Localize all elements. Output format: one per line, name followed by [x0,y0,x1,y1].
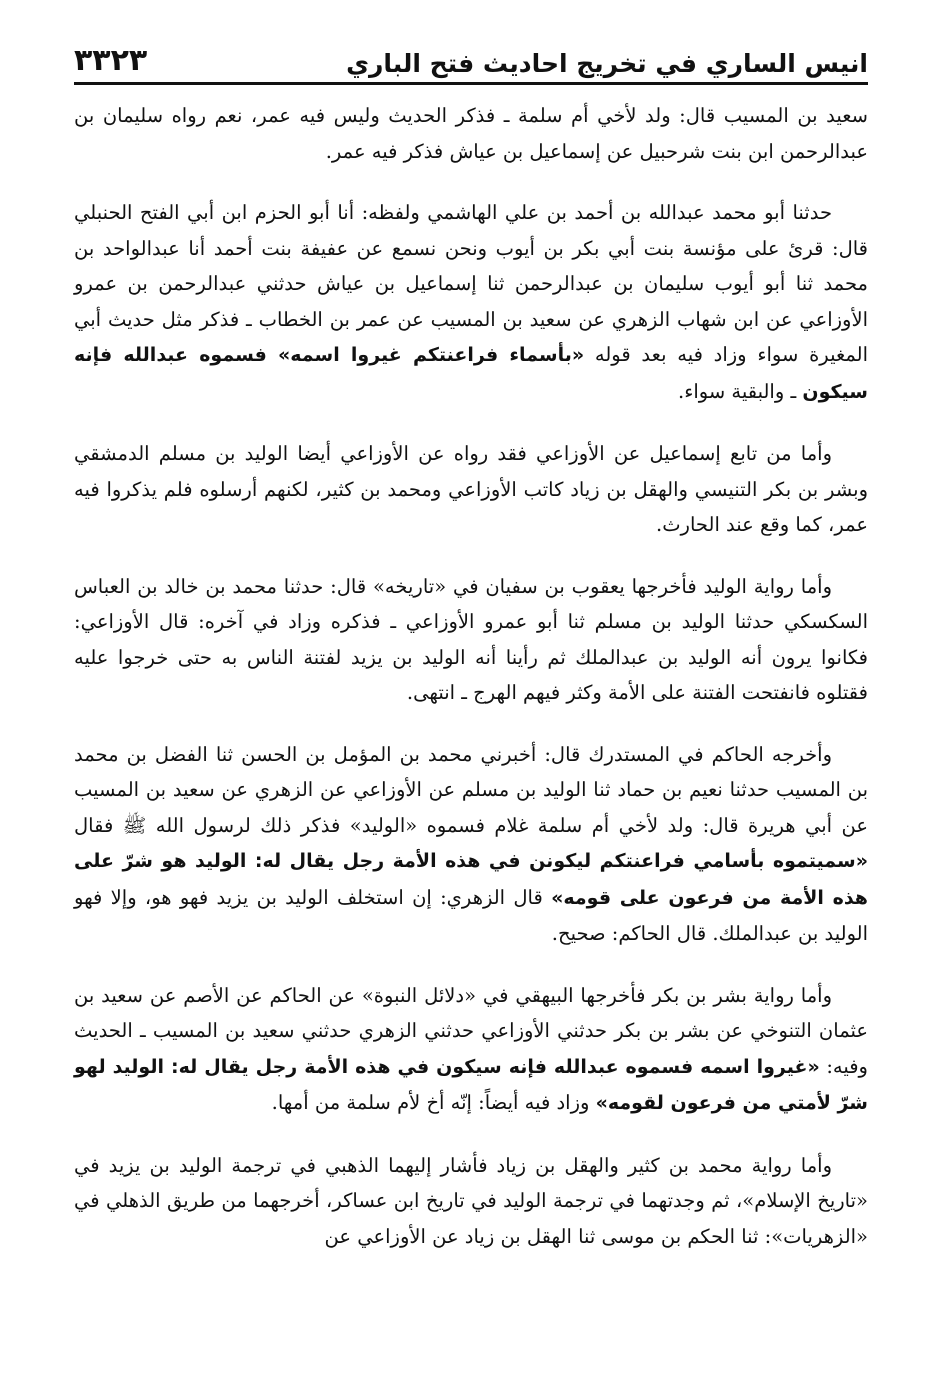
text-run: وزاد فيه أيضاً: إنّه أخ لأم سلمة من أمها. [271,1091,596,1114]
paragraph [74,569,868,711]
paragraph [74,978,868,1122]
page-body [74,98,868,1280]
page-header [74,38,868,85]
running-title: انيس الساري في تخريج احاديث فتح الباري [346,49,868,78]
text-run: وأما رواية بشر بن بكر فأخرجها البيهقي في «دلائل النبوة» عن الحاكم عن الأصم عن سعيد بن عثمان التنوخي عن بشر بن بكر حدثني الأوزاعي حدثني الزهري حدثني سعيد بن المسيب ـ الحديث وفيه: [74,983,868,1078]
text-run: وأما من تابع إسماعيل عن الأوزاعي فقد رواه عن الأوزاعي أيضا الوليد بن مسلم الدمشقي وبشر بن بكر التنيسي والهقل بن زياد كاتب الأوزاعي ومحمد بن كثير، لكنهم أرسلوه فلم يذكروا فيه عمر، كما وقع عند الحارث. [74,442,868,536]
quoted-hadith-text: «سميتموه بأسامي فراعنتكم ليكونن في هذه الأمة رجل يقال له: الوليد هو شرّ على هذه الأمة من فرعون على قومه» [74,850,868,909]
text-run: قال الزهري: إن استخلف الوليد بن يزيد فهو هو، وإلا فهو الوليد بن عبدالملك. قال الحاكم: صحيح. [74,885,868,945]
quoted-hadith-text: «غيروا اسمه فسموه عبدالله فإنه سيكون في هذه الأمة رجل يقال له: الوليد لهو شرّ لأمتي من فرعون لقومه» [74,1055,868,1114]
text-run: ـ والبقية سواء. [678,379,803,403]
text-run: سعيد بن المسيب قال: ولد لأخي أم سلمة ـ فذكر الحديث وليس فيه عمر، نعم رواه سليمان بن عبدالرحمن ابن بنت شرحبيل عن إسماعيل بن عياش فذكر فيه عمر. [74,104,868,163]
paragraph [74,98,868,169]
text-run: وأما رواية محمد بن كثير والهقل بن زياد فأشار إليهما الذهبي في ترجمة الوليد بن يزيد في «تاريخ الإسلام»، ثم وجدتهما في ترجمة الوليد في تاريخ ابن عساكر، أخرجهما من طريق الذهلي في «الزهريات»: ثنا الحكم بن موسى ثنا الهقل بن زياد عن الأوزاعي عن [74,1153,868,1248]
paragraph [74,195,868,410]
text-run: وأخرجه الحاكم في المستدرك قال: أخبرني محمد بن المؤمل بن الحسن ثنا الفضل بن محمد بن المسيب حدثنا نعيم بن حماد ثنا الوليد بن مسلم عن الأوزاعي عن الزهري عن سعيد بن المسيب عن أبي هريرة قال: ولد لأخي أم سلمة غلام فسموه «الوليد» فذكر ذلك لرسول الله ﷺ فقال [74,742,868,837]
text-run: حدثنا أبو محمد عبدالله بن أحمد بن علي الهاشمي ولفظه: أنا أبو الحزم ابن أبي الفتح الحنبلي قال: قرئ على مؤنسة بنت أبي بكر بن أيوب ونحن نسمع عن عفيفة بنت أحمد أنا عبدالواحد بن محمد ثنا أبو أيوب سليمان بن عبدالرحمن ثنا إسماعيل بن عياش حدثني عبدالرحمن بن عمرو الأوزاعي عن ابن شهاب الزهري عن سعيد بن المسيب عن عمر بن الخطاب ـ فذكر مثل حديث أبي المغيرة سواء وزاد فيه بعد قوله [74,201,868,366]
paragraph [74,436,868,543]
paragraph [74,1148,868,1255]
quoted-hadith-text: «بأسماء فراعنتكم غيروا اسمه» فسموه عبدالله فإنه سيكون [74,344,868,403]
page-number: ٣٣٢٣ [74,43,148,78]
text-run: وأما رواية الوليد فأخرجها يعقوب بن سفيان في «تاريخه» قال: حدثنا محمد بن خالد بن العباس السكسكي حدثنا الوليد بن مسلم ثنا أبو عمرو الأوزاعي ـ فذكره وزاد في آخره: قال الأوزاعي: فكانوا يرون أنه الوليد بن عبدالملك ثم رأينا أنه الوليد بن يزيد لفتنة الناس به حتى خرجوا عليه فقتلوه فانفتحت الفتنة على الأمة وكثر فيهم الهرج ـ انتهى. [74,574,868,704]
paragraph [74,737,868,952]
